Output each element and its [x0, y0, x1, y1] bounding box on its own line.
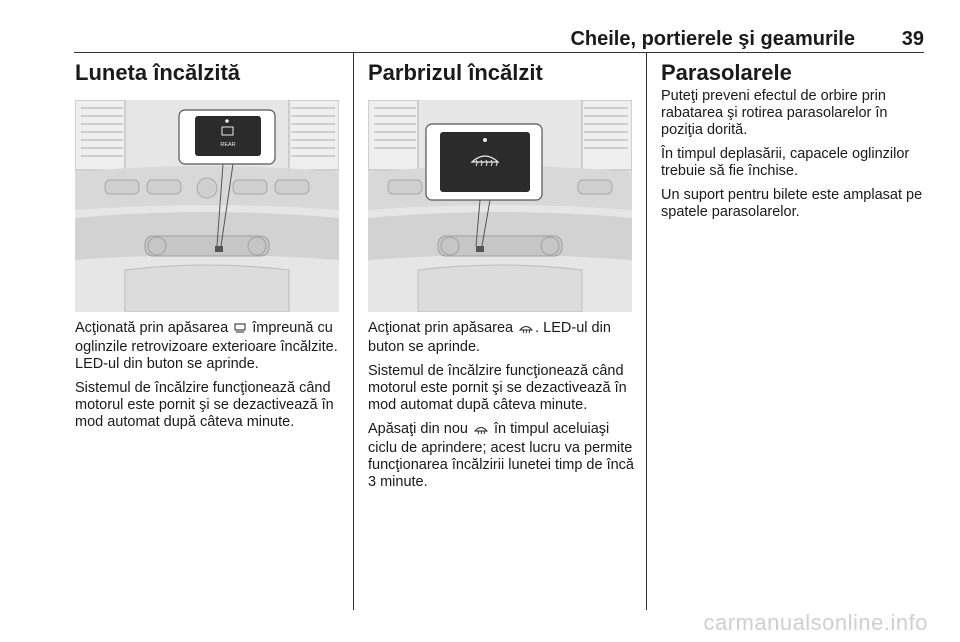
watermark: carmanualsonline.info	[703, 610, 928, 635]
column-divider	[353, 52, 354, 610]
air-vent-left	[75, 100, 125, 170]
section-sun-visors	[661, 58, 929, 228]
dashboard-illustration-rear	[75, 100, 339, 312]
windscreen-defrost-icon	[519, 322, 533, 339]
section-heading: Parbrizul încălzit	[368, 60, 543, 85]
paragraph: Sistemul de încălzire funcţionează când motorul este pornit şi se dezactivează în mod automat după câteva minute.	[75, 380, 334, 430]
header-rule	[74, 52, 924, 53]
rear-window-defrost-icon	[234, 322, 246, 339]
paragraph: Sistemul de încălzire funcţionează când motorul este pornit şi se dezactivează în mod automat după câteva minute.	[368, 363, 627, 413]
paragraph: Un suport pentru bilete este amplasat pe spatele parasolarelor.	[661, 187, 923, 220]
page-number: 39	[901, 28, 924, 50]
figure-button-label: REAR	[220, 142, 236, 148]
dashboard-windscreen-defrost-figure	[368, 100, 632, 312]
paragraph: În timpul deplasării, capacele oglinzilor trebuie să fie închise.	[661, 146, 910, 179]
section-rear-window-heating	[75, 58, 345, 438]
paragraph: Puteţi preveni efectul de orbire prin rabatarea şi rotirea parasolarelor în poziţia dorită.	[661, 88, 888, 138]
section-heading: Luneta încălzită	[75, 60, 241, 85]
dashboard-rear-defrost-figure	[75, 100, 339, 312]
section-heated-windscreen	[368, 58, 638, 498]
paragraph: Apăsaţi din nou în timpul aceluiaşi ciclu de aprindere; acest lucru va permite funcţionarea încălzirii lunetei timp de încă 3 minute.	[368, 421, 634, 490]
section-heading: Parasolarele	[661, 60, 792, 85]
header-title: Cheile, portierele şi geamurile	[570, 28, 855, 50]
paragraph: Acţionat prin apăsarea . LED-ul din buton se aprinde.	[368, 320, 611, 355]
paragraph: Acţionată prin apăsarea împreună cu oglinzile retrovizoare exterioare încălzite. LED-ul din buton se aprinde.	[75, 320, 338, 372]
dashboard-illustration-windscreen	[368, 100, 632, 312]
column-divider	[646, 52, 647, 610]
windscreen-defrost-icon	[474, 423, 488, 440]
air-vent-right	[289, 100, 339, 170]
